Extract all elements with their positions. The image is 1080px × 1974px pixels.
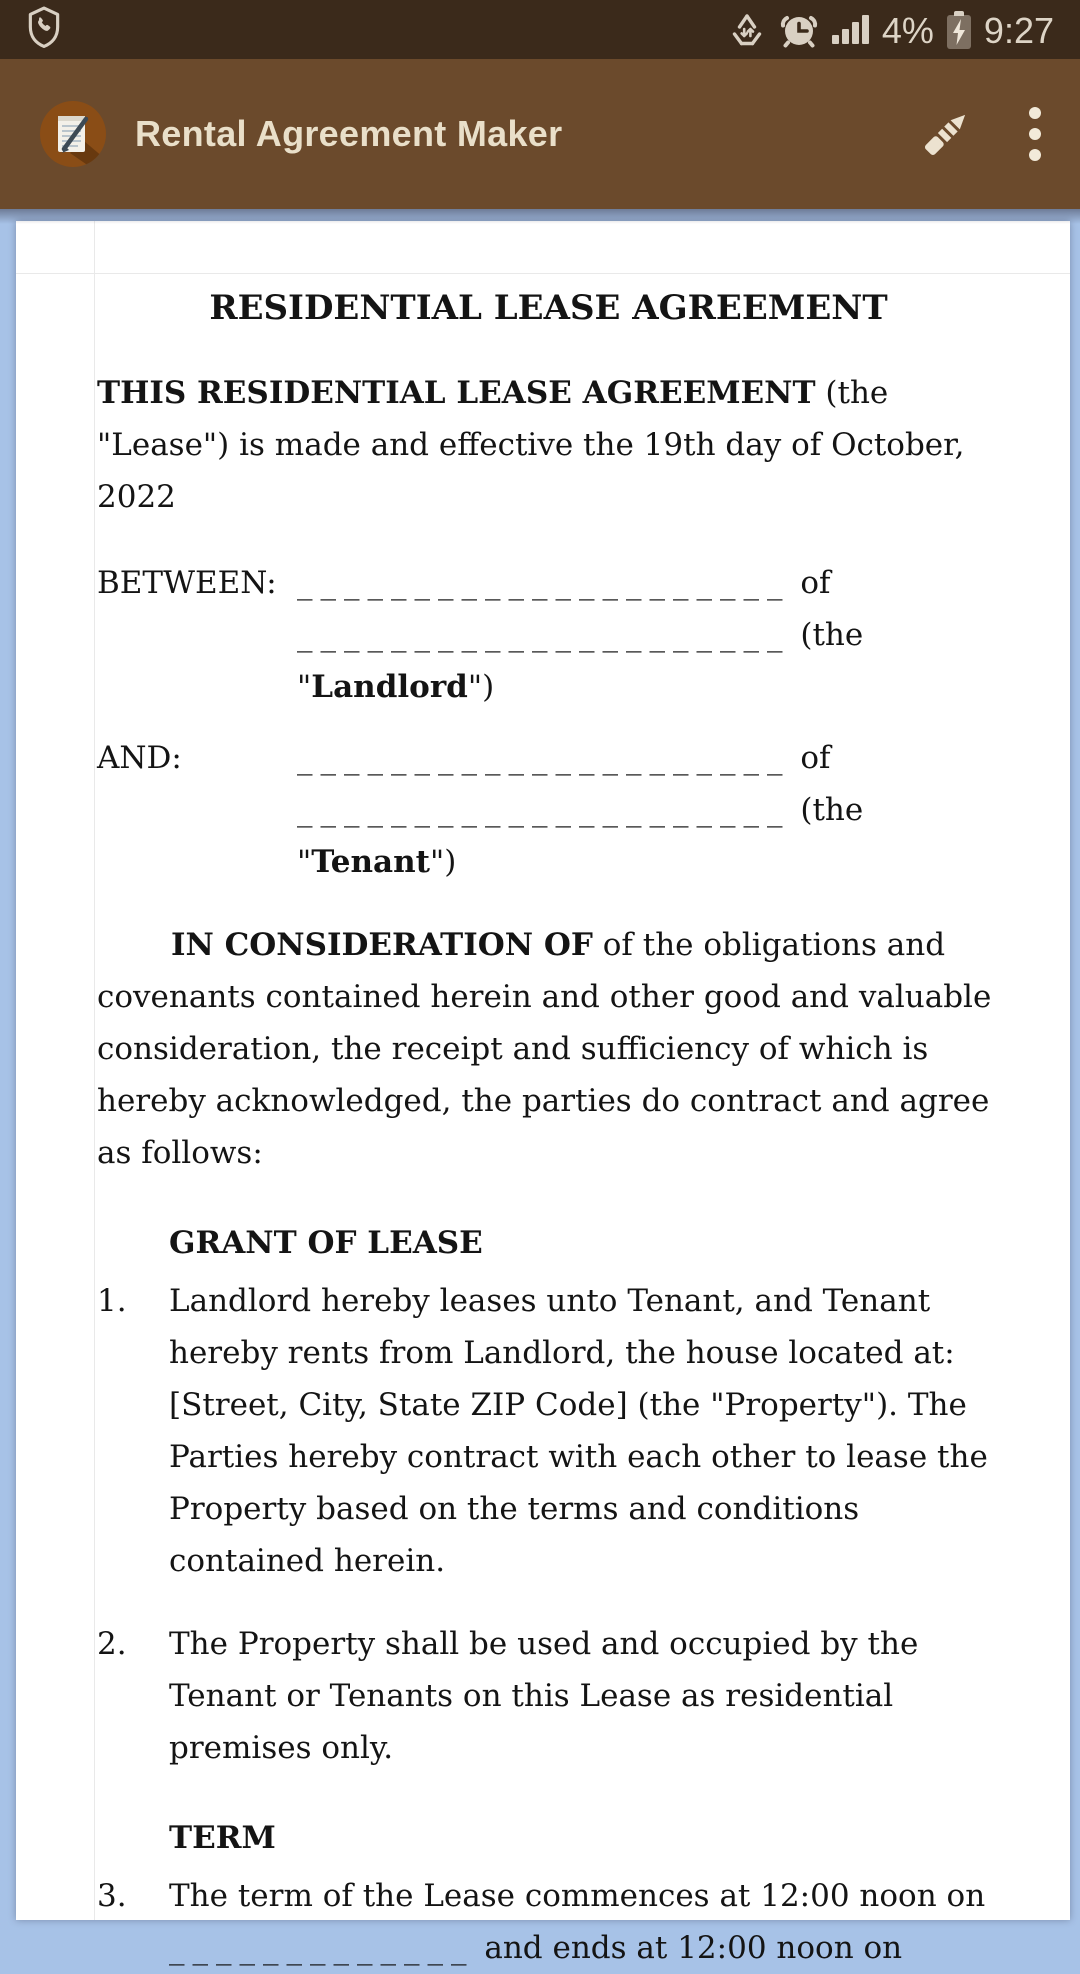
list-item-text: The term of the Lease commences at 12:00 noon on _____________ and ends at 12:00 noon on — [169, 1878, 986, 1966]
list-item-3 — [97, 1870, 1000, 1974]
document-page — [16, 221, 1070, 1966]
app-title: Rental Agreement Maker — [135, 113, 563, 154]
app-bar-actions — [898, 74, 1080, 194]
app-bar — [0, 59, 1080, 209]
status-bar-right — [728, 11, 1054, 49]
intro-paragraph: THIS RESIDENTIAL LEASE AGREEMENT (the "Lease") is made and effective the 19th day of October, 2022 — [97, 375, 965, 515]
alarm-clock-icon — [779, 11, 819, 49]
list-item-2 — [97, 1618, 1000, 1774]
data-saver-recycle-icon — [728, 12, 766, 48]
list-item-text: Landlord hereby leases unto Tenant, and Tenant hereby rents from Landlord, the house located at: [Street, City, State ZIP Code] (the "Property"). The Parties hereby contract with each other to lease the Property based on the terms and conditions contained herein. — [169, 1283, 988, 1579]
party-content: _____________________ of _____________________ (the "Landlord") — [297, 565, 864, 705]
battery-charging-icon — [947, 11, 971, 49]
edit-pencil-icon[interactable] — [898, 74, 994, 194]
clock-time: 9:27 — [983, 9, 1054, 51]
parties-block — [97, 557, 1000, 888]
list-item-number: 1. — [97, 1283, 127, 1319]
battery-percent: 4% — [881, 9, 934, 51]
section-heading-term: TERM — [169, 1820, 276, 1856]
list-item-text: The Property shall be used and occupied by the Tenant or Tenants on this Lease as residential premises only. — [169, 1626, 919, 1766]
party-label: BETWEEN: — [97, 565, 277, 601]
section-heading-grant-of-lease: GRANT OF LEASE — [169, 1225, 483, 1261]
status-bar — [0, 0, 1080, 59]
party-label: AND: — [97, 740, 182, 776]
list-item-number: 3. — [97, 1878, 127, 1914]
party-content: _____________________ of _____________________ (the "Tenant") — [297, 740, 864, 880]
document-viewport[interactable] — [0, 209, 1080, 1966]
doc-title: RESIDENTIAL LEASE AGREEMENT — [209, 288, 888, 328]
status-bar-left — [26, 6, 62, 53]
lease-document — [16, 221, 1070, 1974]
app-logo-notepad-pencil-icon — [40, 101, 106, 167]
party-row-landlord — [97, 557, 1000, 713]
overflow-menu-icon[interactable] — [994, 74, 1080, 194]
consideration-paragraph: IN CONSIDERATION OF of the obligations and covenants contained herein and other good and valuable consideration, the receipt and sufficiency of which is hereby acknowledged, the parties do contract and agree as follows: — [97, 927, 992, 1171]
list-item-1 — [97, 1275, 1000, 1587]
shield-phone-icon — [26, 6, 62, 53]
signal-strength-icon — [832, 14, 869, 45]
party-row-tenant — [97, 732, 1000, 888]
list-item-number: 2. — [97, 1626, 127, 1662]
